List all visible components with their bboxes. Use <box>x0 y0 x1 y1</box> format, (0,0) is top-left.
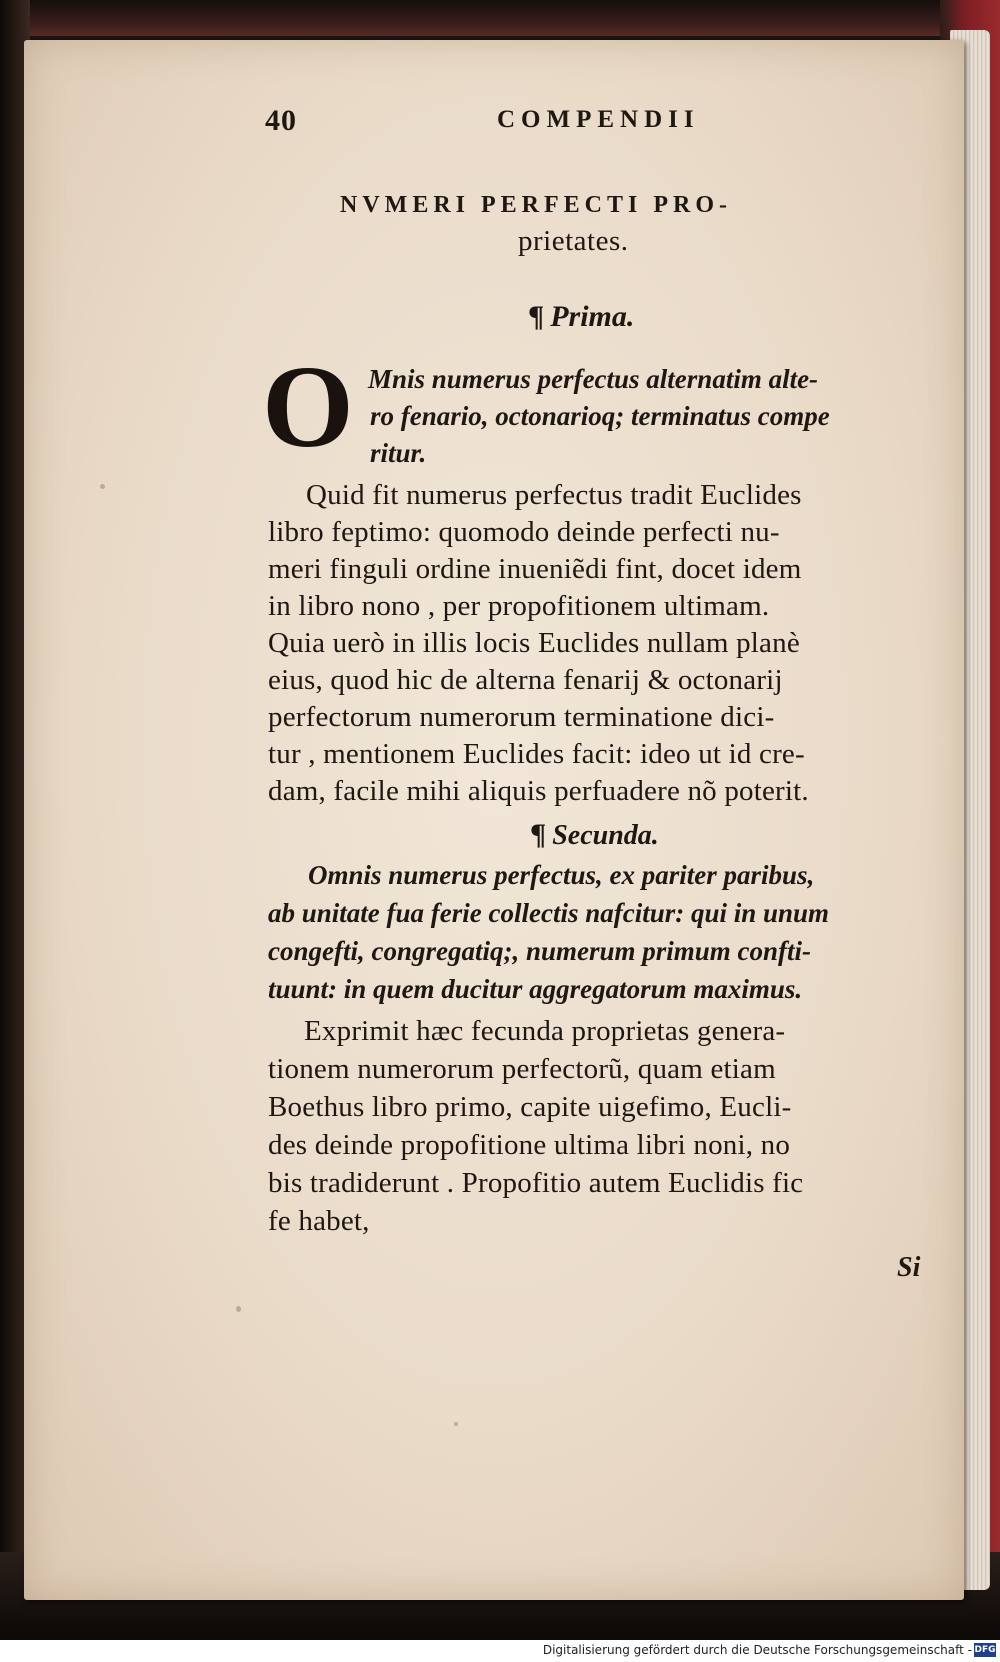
proposition-line: ro fenario, octonarioq; terminatus compe <box>370 401 830 431</box>
section-heading-prima <box>528 300 634 334</box>
body-line: tionem numerorum perfectorũ, quam etiam <box>268 1053 776 1085</box>
book-page <box>24 40 964 1600</box>
body-line: des deinde propofitione ultima libri noni, no <box>268 1129 791 1161</box>
running-head <box>265 104 925 144</box>
body-line: dam, facile mihi aliquis perfuadere nõ poterit. <box>268 775 809 807</box>
proposition-line: ab unitate fua ferie collectis nafcitur: qui in unum <box>268 898 830 928</box>
page-number: 40 <box>265 104 297 137</box>
running-title: COMPENDII <box>497 106 700 133</box>
body-line: libro feptimo: quomodo deinde perfecti nu- <box>268 516 780 548</box>
dfg-logo-icon: DFG <box>974 1645 996 1655</box>
paper-spot <box>236 1306 241 1312</box>
section-heading-secunda <box>530 818 659 852</box>
pilcrow-icon: ¶ <box>530 818 547 851</box>
body-line: Quid fit numerus perfectus tradit Euclides <box>306 479 802 511</box>
body-line: bis tradiderunt . Propofitio autem Euclidis fic <box>268 1167 804 1199</box>
body-line: in libro nono , per propofitionem ultimam. <box>268 590 770 622</box>
proposition-line: congefti, congregatiq;, numerum primum confti- <box>268 936 812 966</box>
book-cover-top <box>0 0 1000 36</box>
proposition-line: Mnis numerus perfectus alternatim alte- <box>368 364 819 394</box>
paper-spot <box>454 1422 458 1426</box>
proposition-line: Omnis numerus perfectus, ex pariter paribus, <box>308 860 815 890</box>
section-heading-label: Prima. <box>550 300 635 333</box>
body-line: tur , mentionem Euclides facit: ideo ut id cre- <box>268 738 805 770</box>
chapter-heading-continuation: prietates. <box>518 225 629 257</box>
funding-credit: Digitalisierung gefördert durch die Deutsche Forschungsgemeinschaft - <box>542 1643 972 1657</box>
drop-capital: O <box>262 341 354 472</box>
digitization-footer <box>0 1640 1000 1662</box>
body-line: Quia uerò in illis locis Euclides nullam planè <box>268 627 800 659</box>
body-line: meri finguli ordine inueniẽdi fint, docet idem <box>268 553 802 585</box>
body-line: Exprimit hæc fecunda proprietas genera- <box>304 1015 786 1047</box>
body-line: perfectorum numerorum terminatione dici- <box>268 701 775 733</box>
catchword: Si <box>897 1252 921 1283</box>
chapter-heading: NVMERI PERFECTI PRO- <box>340 192 732 218</box>
body-line: eius, quod hic de alterna fenarij & octonarij <box>268 664 783 696</box>
section-heading-label: Secunda. <box>552 820 659 851</box>
paper-spot <box>100 484 105 489</box>
proposition-line: tuunt: in quem ducitur aggregatorum maximus. <box>268 974 803 1004</box>
proposition-line: ritur. <box>370 438 427 468</box>
body-line: Boethus libro primo, capite uigefimo, Eucli- <box>268 1091 792 1123</box>
body-line: fe habet, <box>268 1205 370 1237</box>
pilcrow-icon: ¶ <box>528 300 545 333</box>
